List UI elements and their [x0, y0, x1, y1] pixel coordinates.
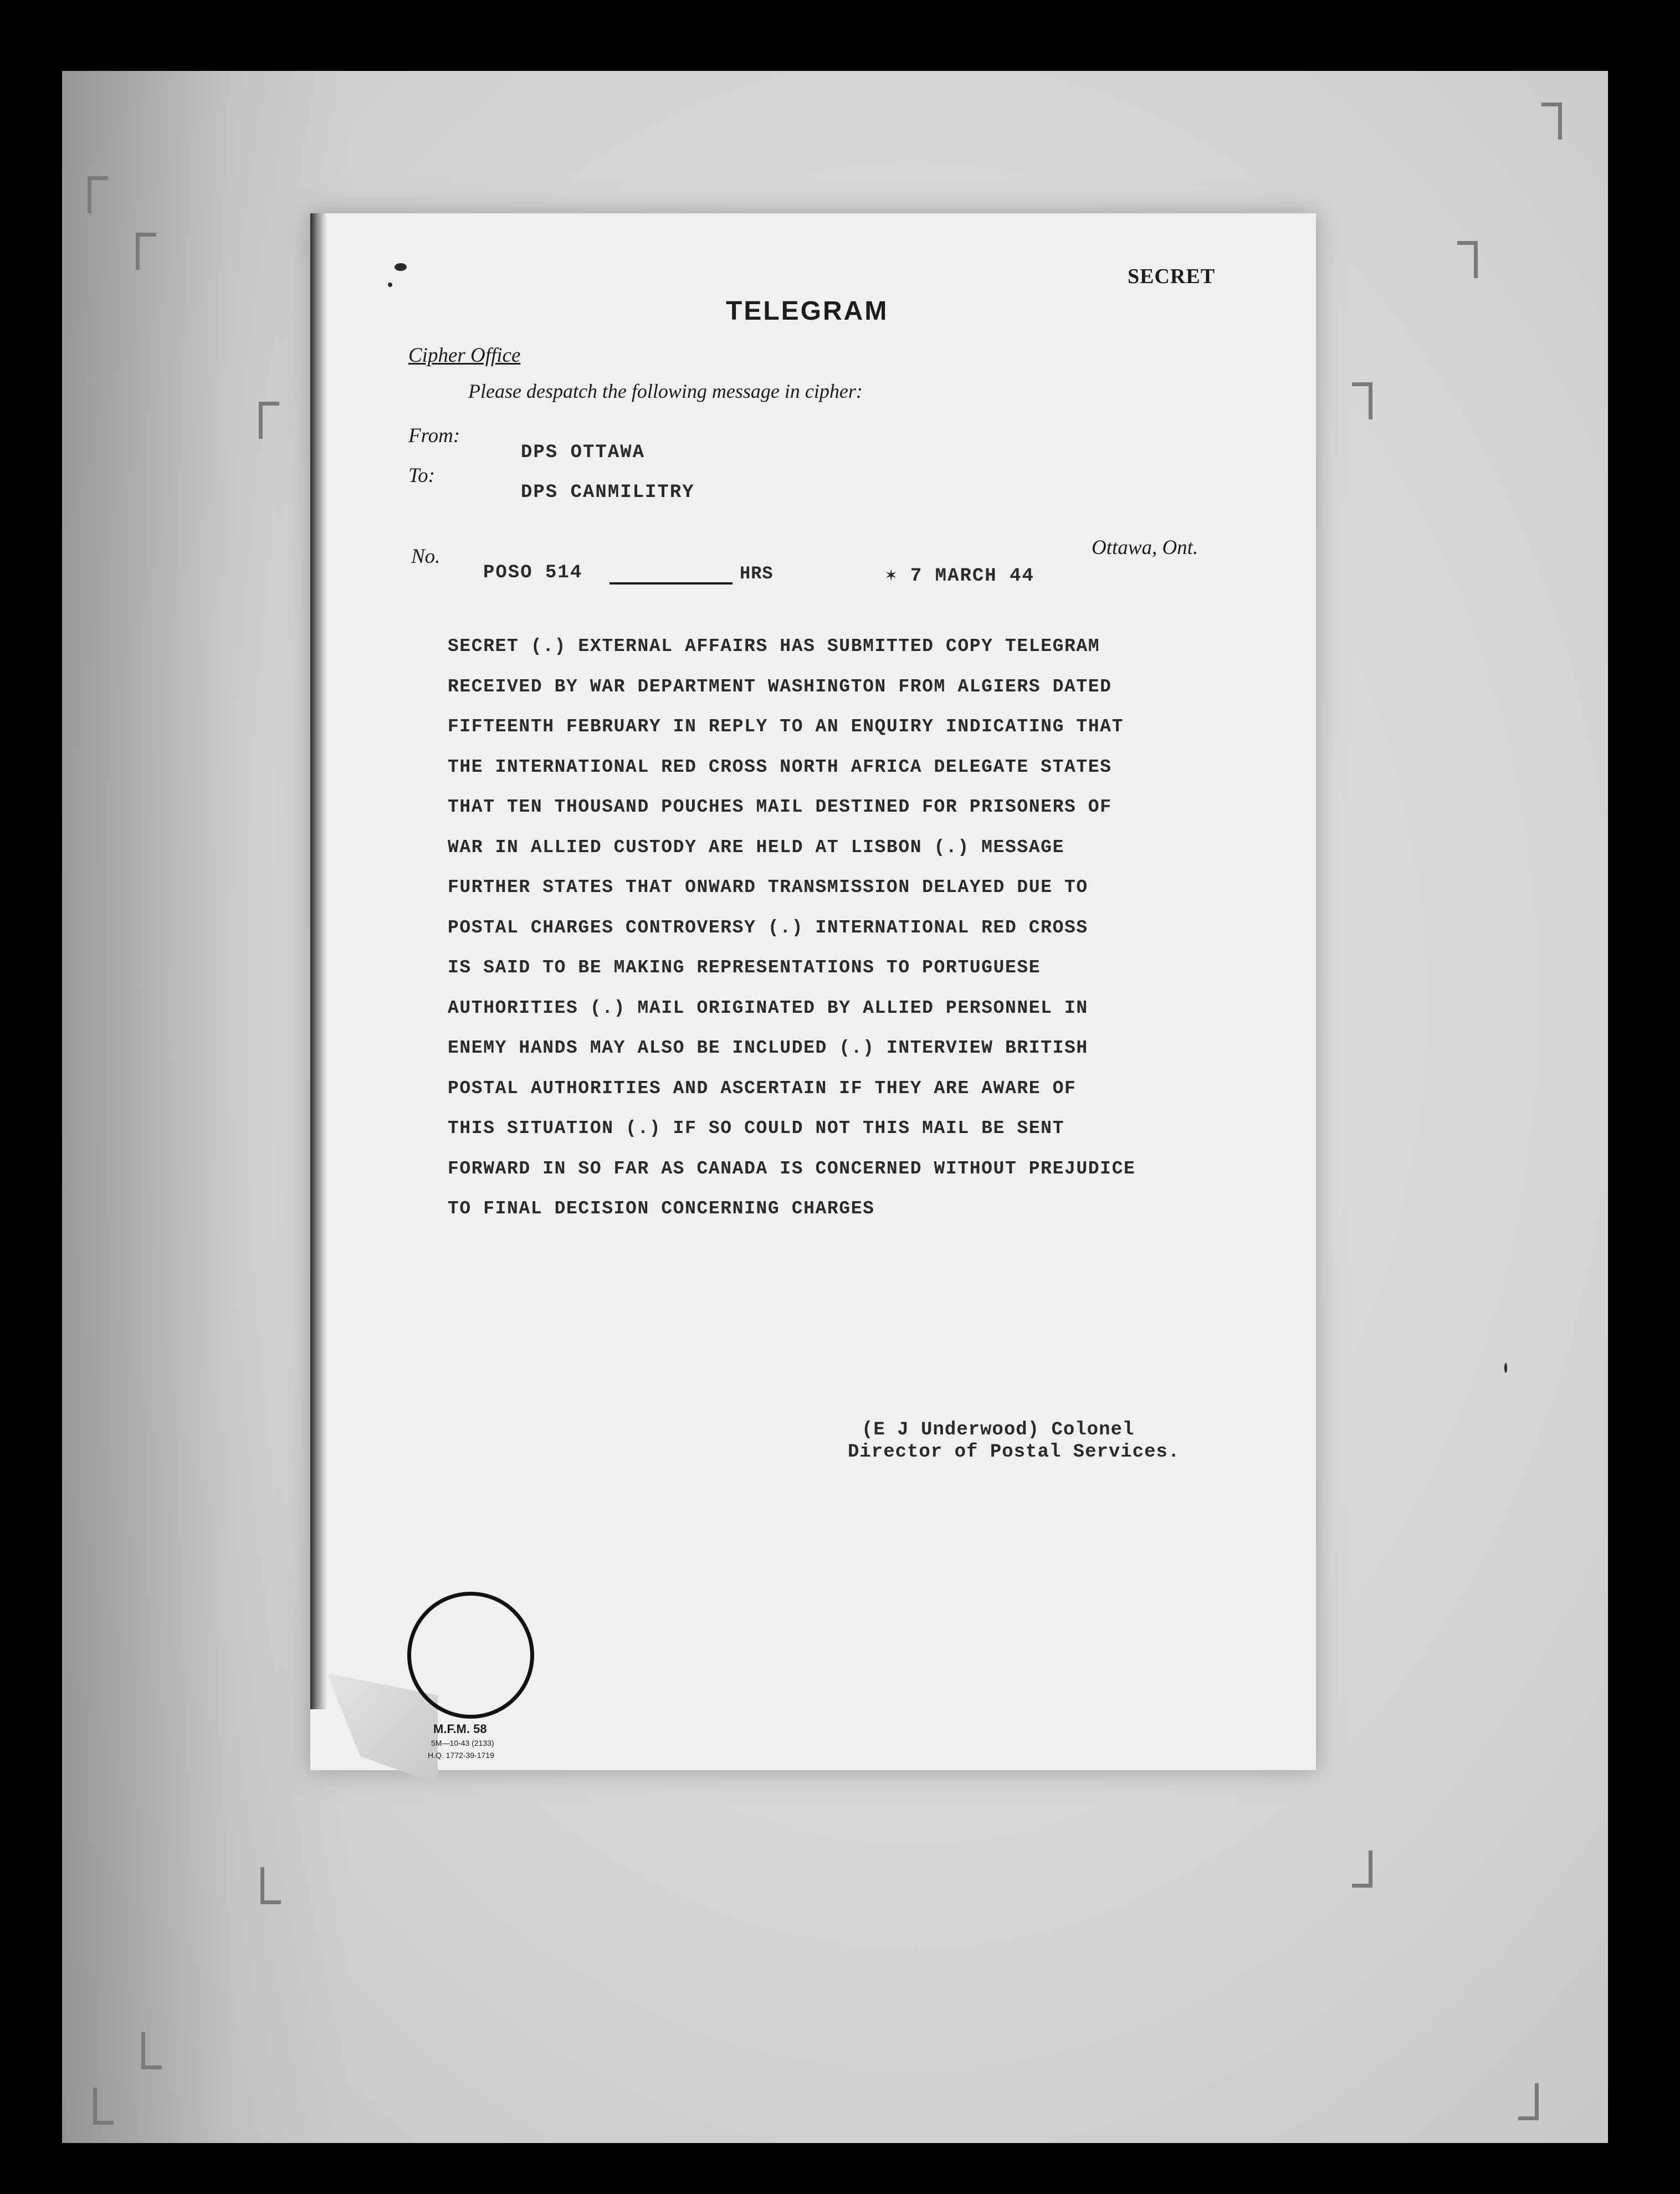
body-line: WAR IN ALLIED CUSTODY ARE HELD AT LISBON (.) MESSAGE: [448, 837, 1064, 858]
to-value: DPS CANMILITRY: [521, 482, 695, 503]
frame-corner-mark: [93, 2088, 114, 2125]
body-line: FIFTEENTH FEBRUARY IN REPLY TO AN ENQUIRY INDICATING THAT: [448, 716, 1124, 737]
message-body: [448, 633, 1168, 1236]
body-line: IS SAID TO BE MAKING REPRESENTATIONS TO PORTUGUESE: [448, 957, 1041, 978]
form-print-line: H.Q. 1772-39-1719: [428, 1751, 494, 1760]
to-label: To:: [408, 464, 436, 487]
despatch-instruction: Please despatch the following message in cipher:: [468, 380, 863, 402]
signatory-title: Director of Postal Services.: [848, 1442, 1180, 1463]
frame-corner-mark: [136, 233, 156, 270]
frame-corner-mark: [260, 1867, 281, 1904]
frame-corner-mark: [1457, 241, 1478, 278]
frame-corner-mark: [88, 176, 108, 213]
body-line: THE INTERNATIONAL RED CROSS NORTH AFRICA DELEGATE STATES: [448, 756, 1112, 777]
body-line: TO FINAL DECISION CONCERNING CHARGES: [448, 1198, 875, 1219]
body-line: AUTHORITIES (.) MAIL ORIGINATED BY ALLIED PERSONNEL IN: [448, 997, 1088, 1018]
body-line: ENEMY HANDS MAY ALSO BE INCLUDED (.) INTERVIEW BRITISH: [448, 1038, 1088, 1058]
frame-corner-mark: [1541, 102, 1562, 140]
from-value: DPS OTTAWA: [521, 442, 646, 463]
message-number: POSO 514: [483, 562, 583, 583]
body-line: FORWARD IN SO FAR AS CANADA IS CONCERNED WITHOUT PREJUDICE: [448, 1158, 1136, 1179]
stamp-circle: [407, 1592, 534, 1719]
body-line: FURTHER STATES THAT ONWARD TRANSMISSION DELAYED DUE TO: [448, 877, 1088, 898]
frame-corner-mark: [1518, 2083, 1539, 2120]
number-label: No.: [411, 545, 441, 568]
body-line: THAT TEN THOUSAND POUCHES MAIL DESTINED FOR PRISONERS OF: [448, 797, 1112, 817]
scan-shadow: [62, 71, 350, 2143]
frame-corner-mark: [259, 402, 279, 439]
ink-speck: [395, 263, 407, 271]
frame-corner-mark: [1352, 1850, 1372, 1888]
from-label: From:: [408, 424, 460, 447]
body-line: SECRET (.) EXTERNAL AFFAIRS HAS SUBMITTED COPY TELEGRAM: [448, 636, 1100, 657]
frame-corner-mark: [1352, 382, 1372, 419]
ink-speck: [388, 283, 392, 287]
form-print-line: 5M—10-43 (2133): [431, 1739, 494, 1747]
signatory-name: (E J Underwood) Colonel: [862, 1419, 1135, 1441]
body-line: RECEIVED BY WAR DEPARTMENT WASHINGTON FROM ALGIERS DATED: [448, 676, 1112, 697]
origin-location: Ottawa, Ont.: [1092, 536, 1198, 559]
form-code: M.F.M. 58: [433, 1722, 487, 1736]
body-line: THIS SITUATION (.) IF SO COULD NOT THIS MAIL BE SENT: [448, 1118, 1064, 1139]
document-title: TELEGRAM: [726, 296, 889, 326]
hours-label: HRS: [740, 563, 774, 584]
body-line: POSTAL AUTHORITIES AND ASCERTAIN IF THEY ARE AWARE OF: [448, 1078, 1077, 1099]
office-heading: Cipher Office: [408, 344, 521, 367]
hours-blank-line: [609, 582, 733, 585]
ink-speck: [1504, 1363, 1507, 1373]
message-date: ✶ 7 MARCH 44: [885, 566, 1034, 587]
body-line: POSTAL CHARGES CONTROVERSY (.) INTERNATIONAL RED CROSS: [448, 917, 1088, 938]
classification-mark: SECRET: [1128, 265, 1216, 288]
sheet-left-edge: [310, 213, 327, 1709]
frame-corner-mark: [141, 2032, 162, 2069]
